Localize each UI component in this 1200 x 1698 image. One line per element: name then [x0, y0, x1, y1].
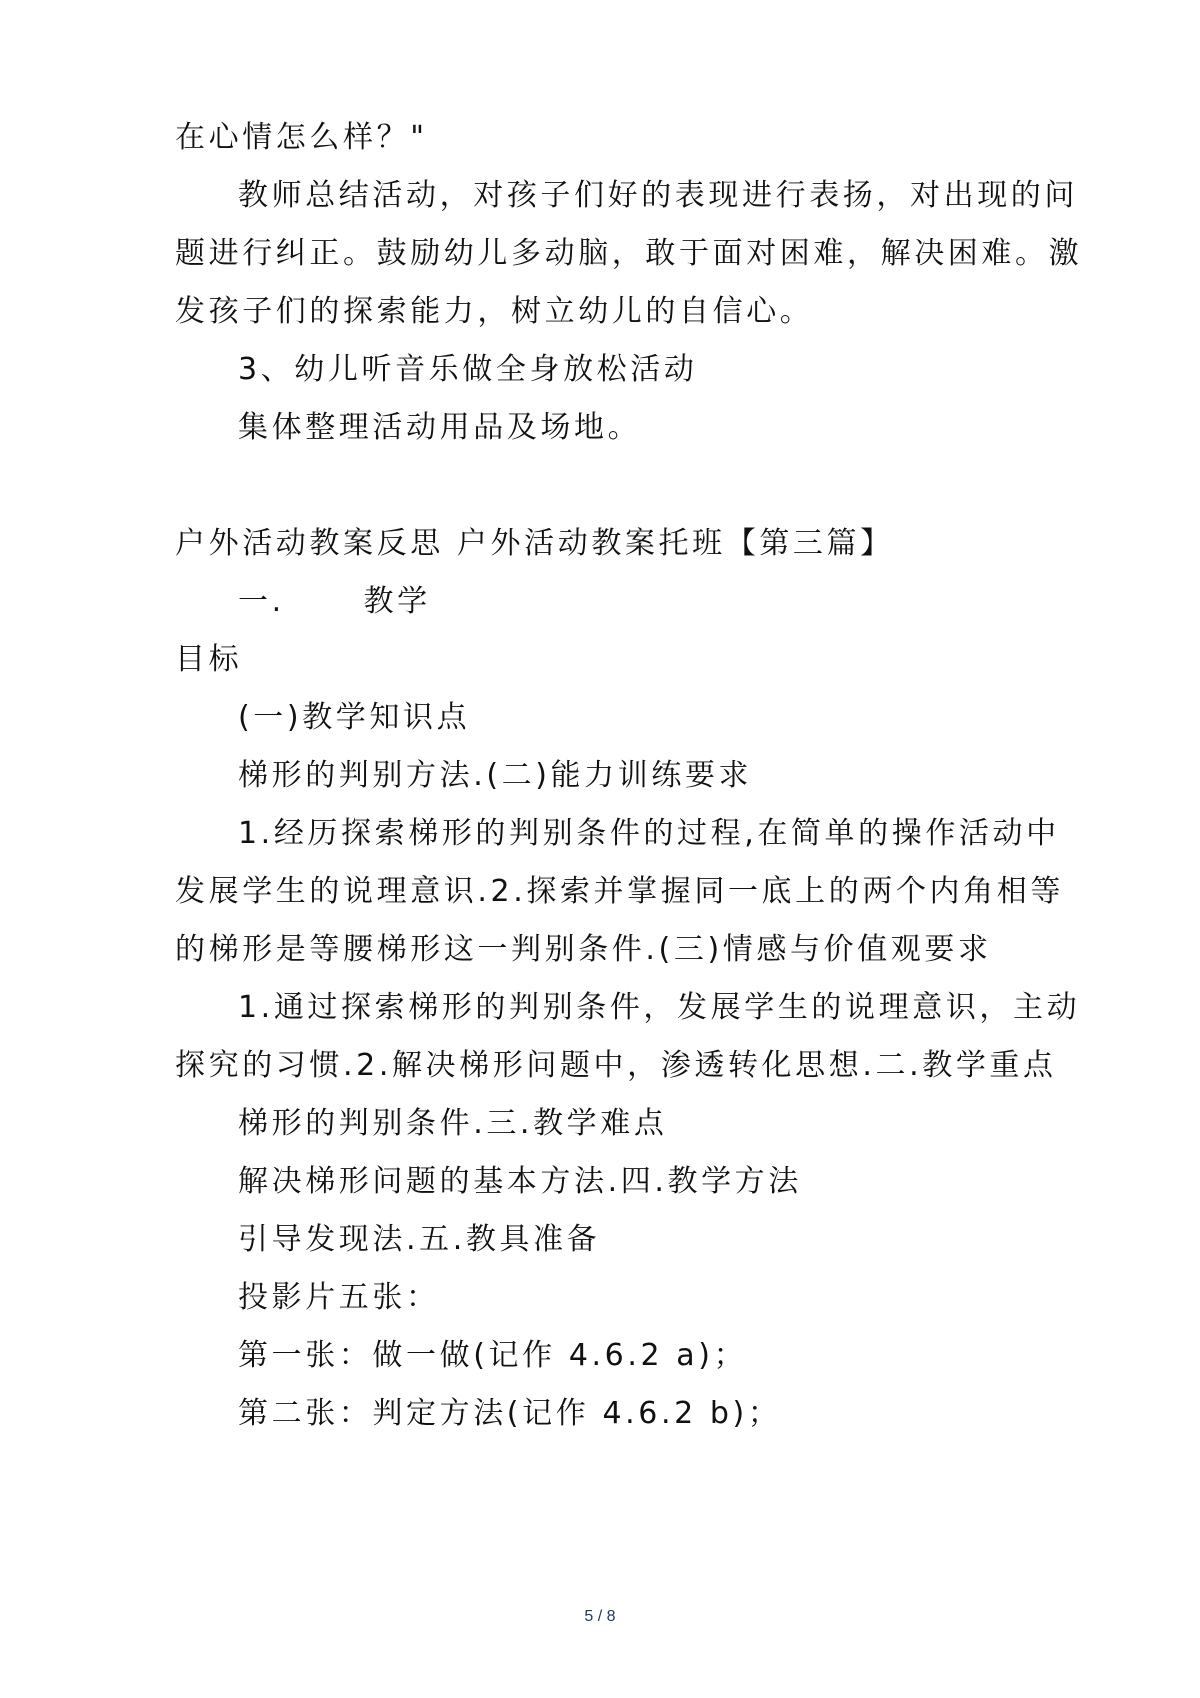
section-heading: 户外活动教案反思 户外活动教案托班【第三篇】 [175, 526, 894, 561]
list-item: 第二张：判定方法(记作 4.6.2 b)； [238, 1396, 782, 1431]
paragraph-line: 梯形的判别条件.三.教学难点 [238, 1106, 668, 1141]
paragraph-line: 投影片五张： [238, 1280, 440, 1315]
heading-line: 一. 教学 [238, 584, 431, 619]
page-number: 5 / 8 [584, 1608, 616, 1625]
list-item: 第一张：做一做(记作 4.6.2 a)； [238, 1338, 748, 1373]
text-line: 的梯形是等腰梯形这一判别条件.(三)情感与价值观要求 [175, 932, 992, 967]
subheading: (一)教学知识点 [238, 700, 471, 735]
paragraph-line: 解决梯形问题的基本方法.四.教学方法 [238, 1164, 802, 1199]
text-line: 发孩子们的探索能力，树立幼儿的自信心。 [175, 294, 814, 329]
paragraph-line: 教师总结活动，对孩子们好的表现进行表扬，对出现的问 [238, 178, 1078, 213]
paragraph-line: 引导发现法.五.教具准备 [238, 1222, 601, 1257]
text-line: 探究的习惯.2.解决梯形问题中，渗透转化思想.二.教学重点 [175, 1048, 1057, 1083]
list-item: 3、幼儿听音乐做全身放松活动 [238, 352, 698, 387]
text-line: 题进行纠正。鼓励幼儿多动脑，敢于面对困难，解决困难。激 [175, 236, 1083, 271]
paragraph-line: 梯形的判别方法.(二)能力训练要求 [238, 758, 753, 793]
paragraph-line: 1.通过探索梯形的判别条件，发展学生的说理意识，主动 [238, 990, 1081, 1025]
paragraph-line: 集体整理活动用品及场地。 [238, 410, 642, 445]
paragraph-line: 1.经历探索梯形的判别条件的过程,在简单的操作活动中 [238, 816, 1060, 851]
text-line: 发展学生的说理意识.2.探索并掌握同一底上的两个内角相等 [175, 874, 1064, 909]
text-line: 在心情怎么样？" [175, 120, 428, 155]
heading-line: 目标 [175, 642, 243, 677]
